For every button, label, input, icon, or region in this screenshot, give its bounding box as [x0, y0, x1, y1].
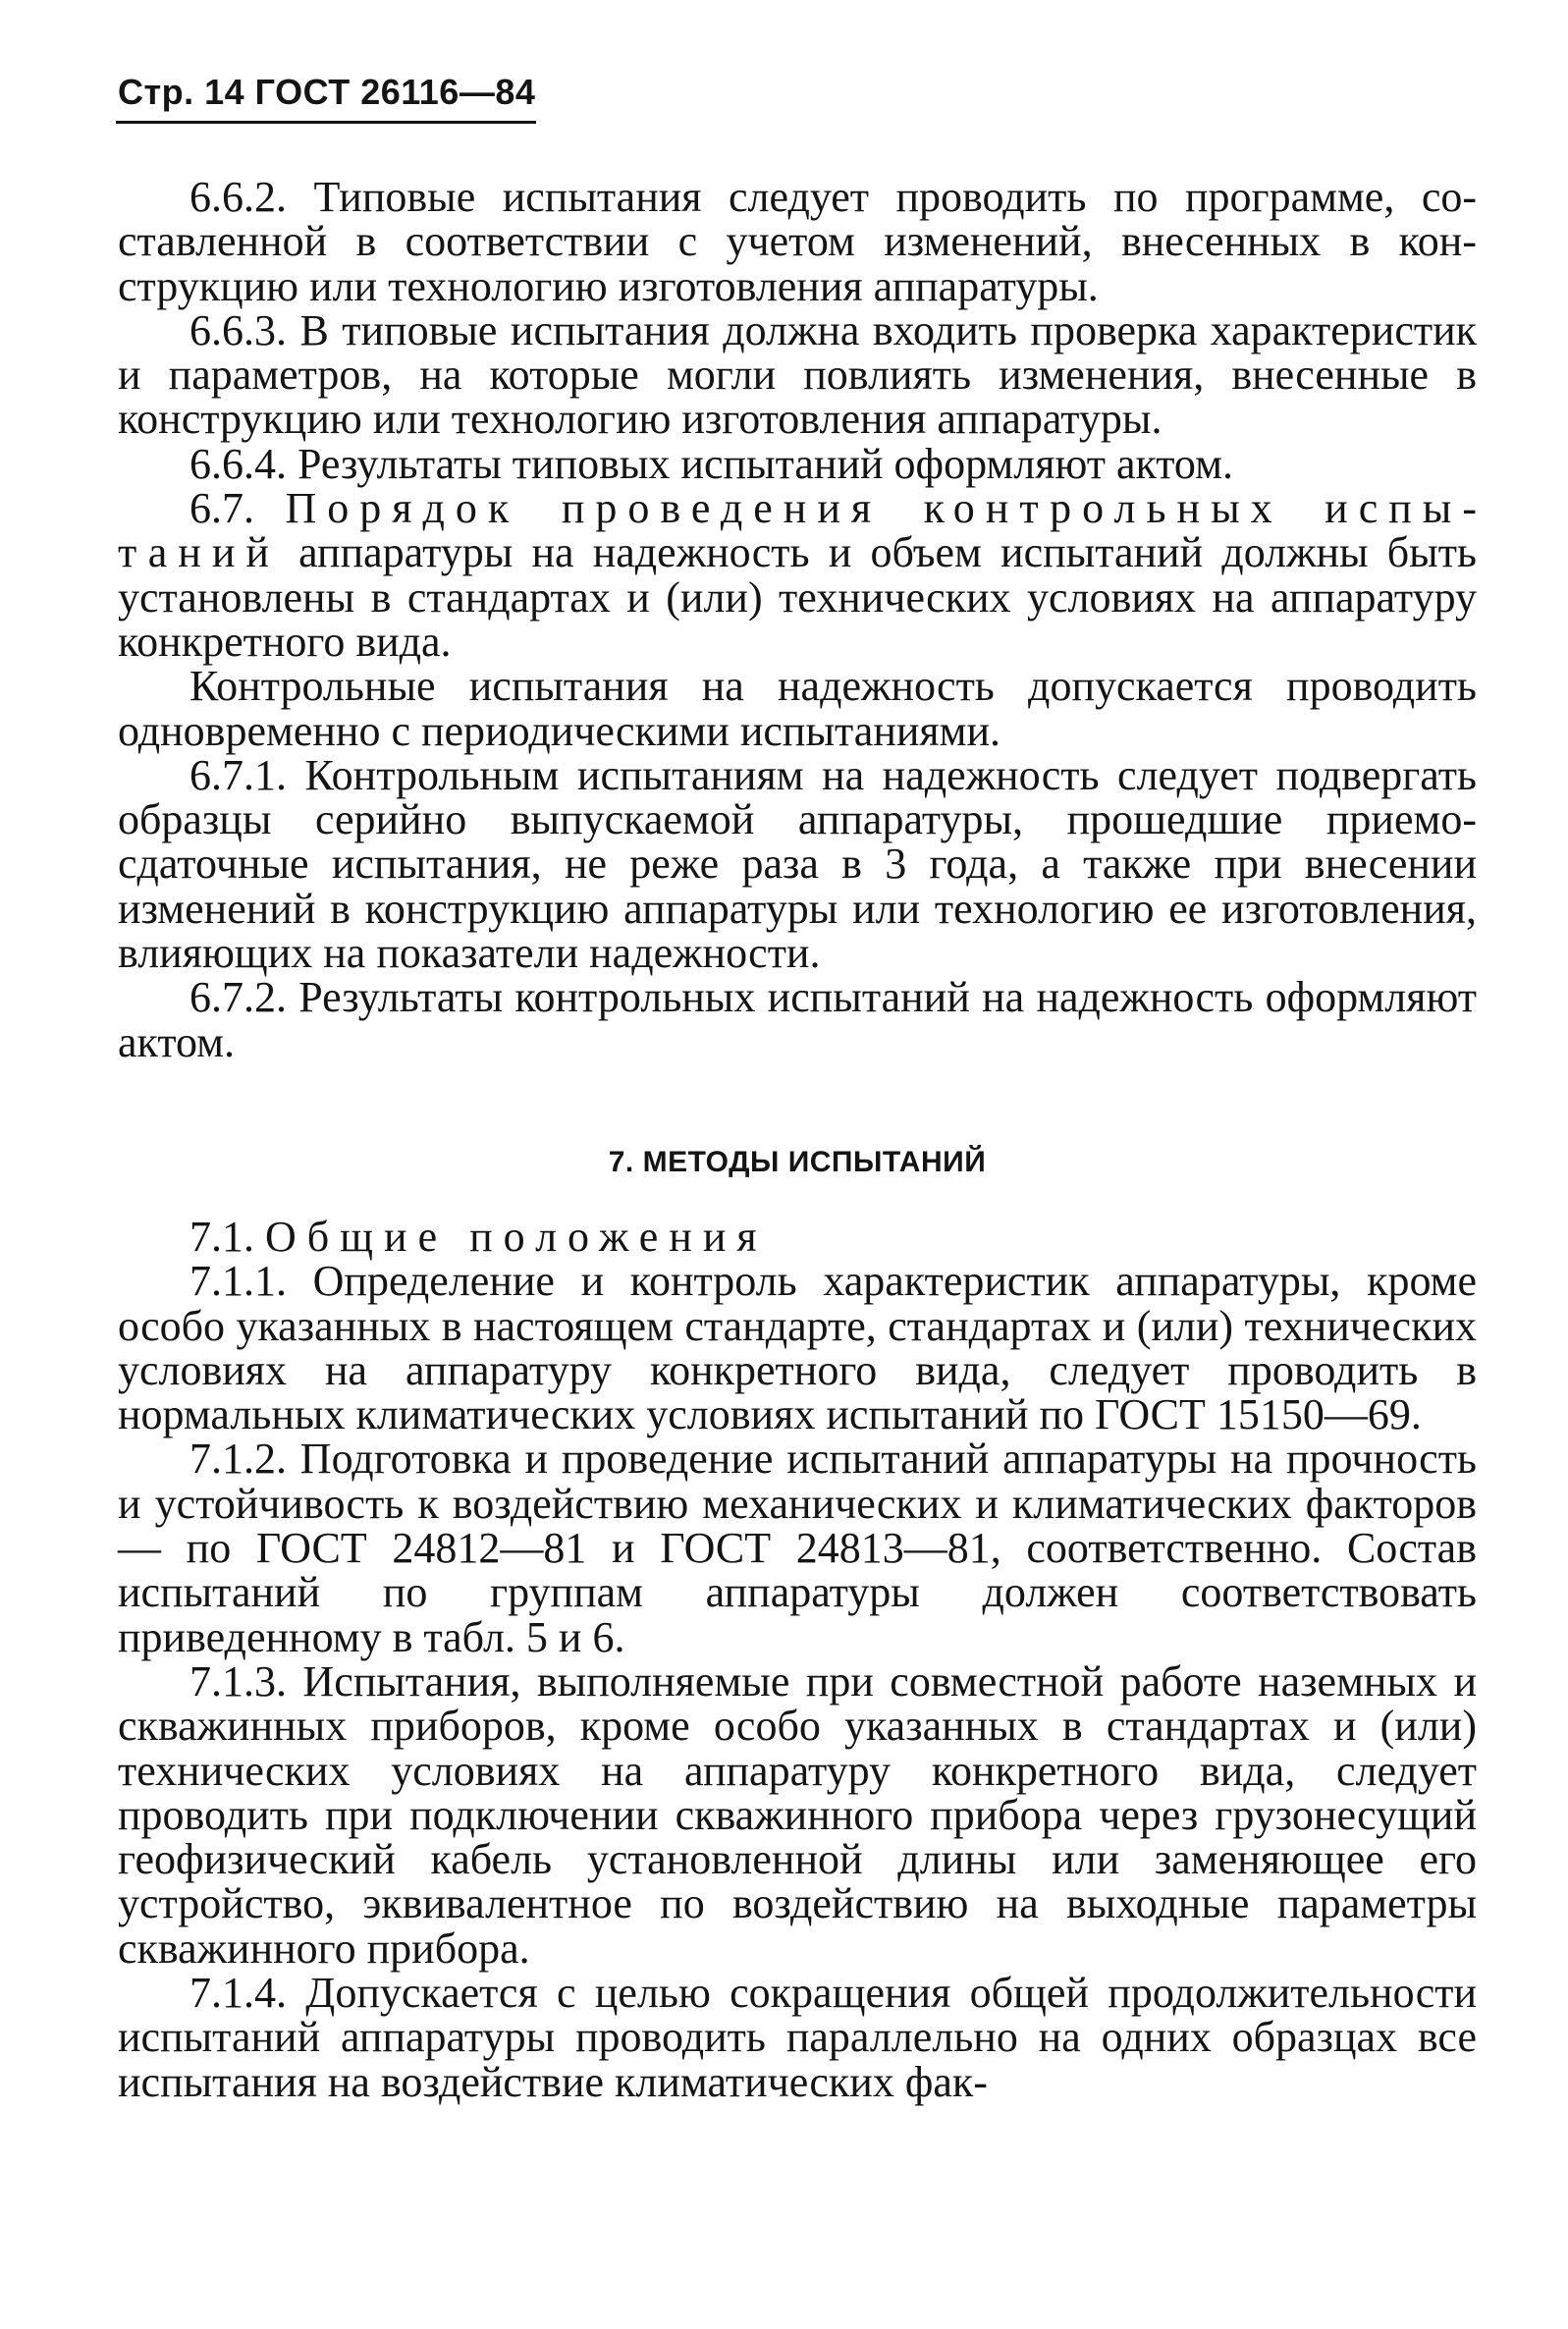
- paragraph-7-1-1: 7.1.1. Определение и контроль характеристик аппаратуры, кроме особо указанных в настоящем стандарте, стандартах и (или) технических условиях на аппаратуру конкретного вида, следует проводить в нормальных климатических условиях испытаний по ГОСТ 15150—69.: [118, 1257, 1477, 1439]
- paragraph-6-7-2: 6.7.2. Результаты контрольных испытаний на надежность оформляют актом.: [118, 973, 1477, 1066]
- clause-text: аппаратуры на надежность и объем испытаний должны быть установлены в стандартах и (или) технических условиях на аппаратуру конкретного вида.: [118, 528, 1477, 666]
- subsection-number: 7.1.: [189, 1212, 254, 1261]
- subsection-heading-7-1: [118, 1212, 1477, 1261]
- paragraph-7-1-2: 7.1.2. Подготовка и проведение испытаний аппаратуры на прочность и устойчивость к воздействию механических и климатических факторов — по ГОСТ 24812—81 и ГОСТ 24813—81, соответственно. Состав испытаний по группам аппаратуры должен соответствовать приведенному в табл. 5 и 6.: [118, 1435, 1477, 1661]
- paragraph-6-7: [118, 486, 1477, 664]
- header-rule: [116, 121, 536, 124]
- subsection-title: Общие положения: [265, 1212, 768, 1261]
- document-body: [118, 175, 1477, 2104]
- section-title: 7. МЕТОДЫ ИСПЫТАНИЙ: [608, 1145, 987, 1178]
- spaced-clause-title: Порядок проведения контрольных испытаний: [118, 484, 1478, 577]
- paragraph-6-7-1: 6.7.1. Контрольным испытаниям на надежность следует подвергать образцы серийно выпускаемой аппаратуры, прошедшие приемо-сдаточные испытания, не реже раза в 3 года, а также при внесении изменений в конструкцию аппаратуры или технологию ее изготовления, влияющих на показатели надежности.: [118, 750, 1477, 978]
- paragraph-6-6-4: 6.6.4. Результаты типовых испытаний оформляют актом.: [189, 439, 1233, 488]
- paragraph-7-1-4: 7.1.4. Допускается с целью сокращения общей продолжительности испытаний аппаратуры проводить параллельно на одних образцах все испытания на воздействие климатических фак-: [118, 1968, 1477, 2106]
- paragraph-7-1-3: 7.1.3. Испытания, выполняемые при совместной работе наземных и скважинных приборов, кроме особо указанных в стандартах и (или) технических условиях на аппаратуру конкретного вида, следует проводить при подключении скважинного прибора через грузонесущий геофизический кабель установленной длины или заменяющее его устройство, эквивалентное по воздействию на выходные параметры скважинного прибора.: [118, 1656, 1477, 1973]
- paragraph-6-6-3: 6.6.3. В типовые испытания должна входить проверка характеристик и параметров, на которые могли повлиять изменения, внесенные в конструкцию или технологию изготовления аппаратуры.: [118, 305, 1477, 444]
- paragraph-6-7-continued: Контрольные испытания на надежность допускается проводить одновременно с периодическими испытаниями.: [118, 662, 1477, 755]
- clause-number: 6.7.: [189, 484, 254, 533]
- paragraph-6-6-2: 6.6.2. Типовые испытания следует проводить по программе, составленной в соответствии с учетом изменений, внесенных в конструкцию или технологию изготовления аппаратуры.: [118, 173, 1477, 310]
- page-header: Стр. 14 ГОСТ 26116—84: [118, 72, 536, 112]
